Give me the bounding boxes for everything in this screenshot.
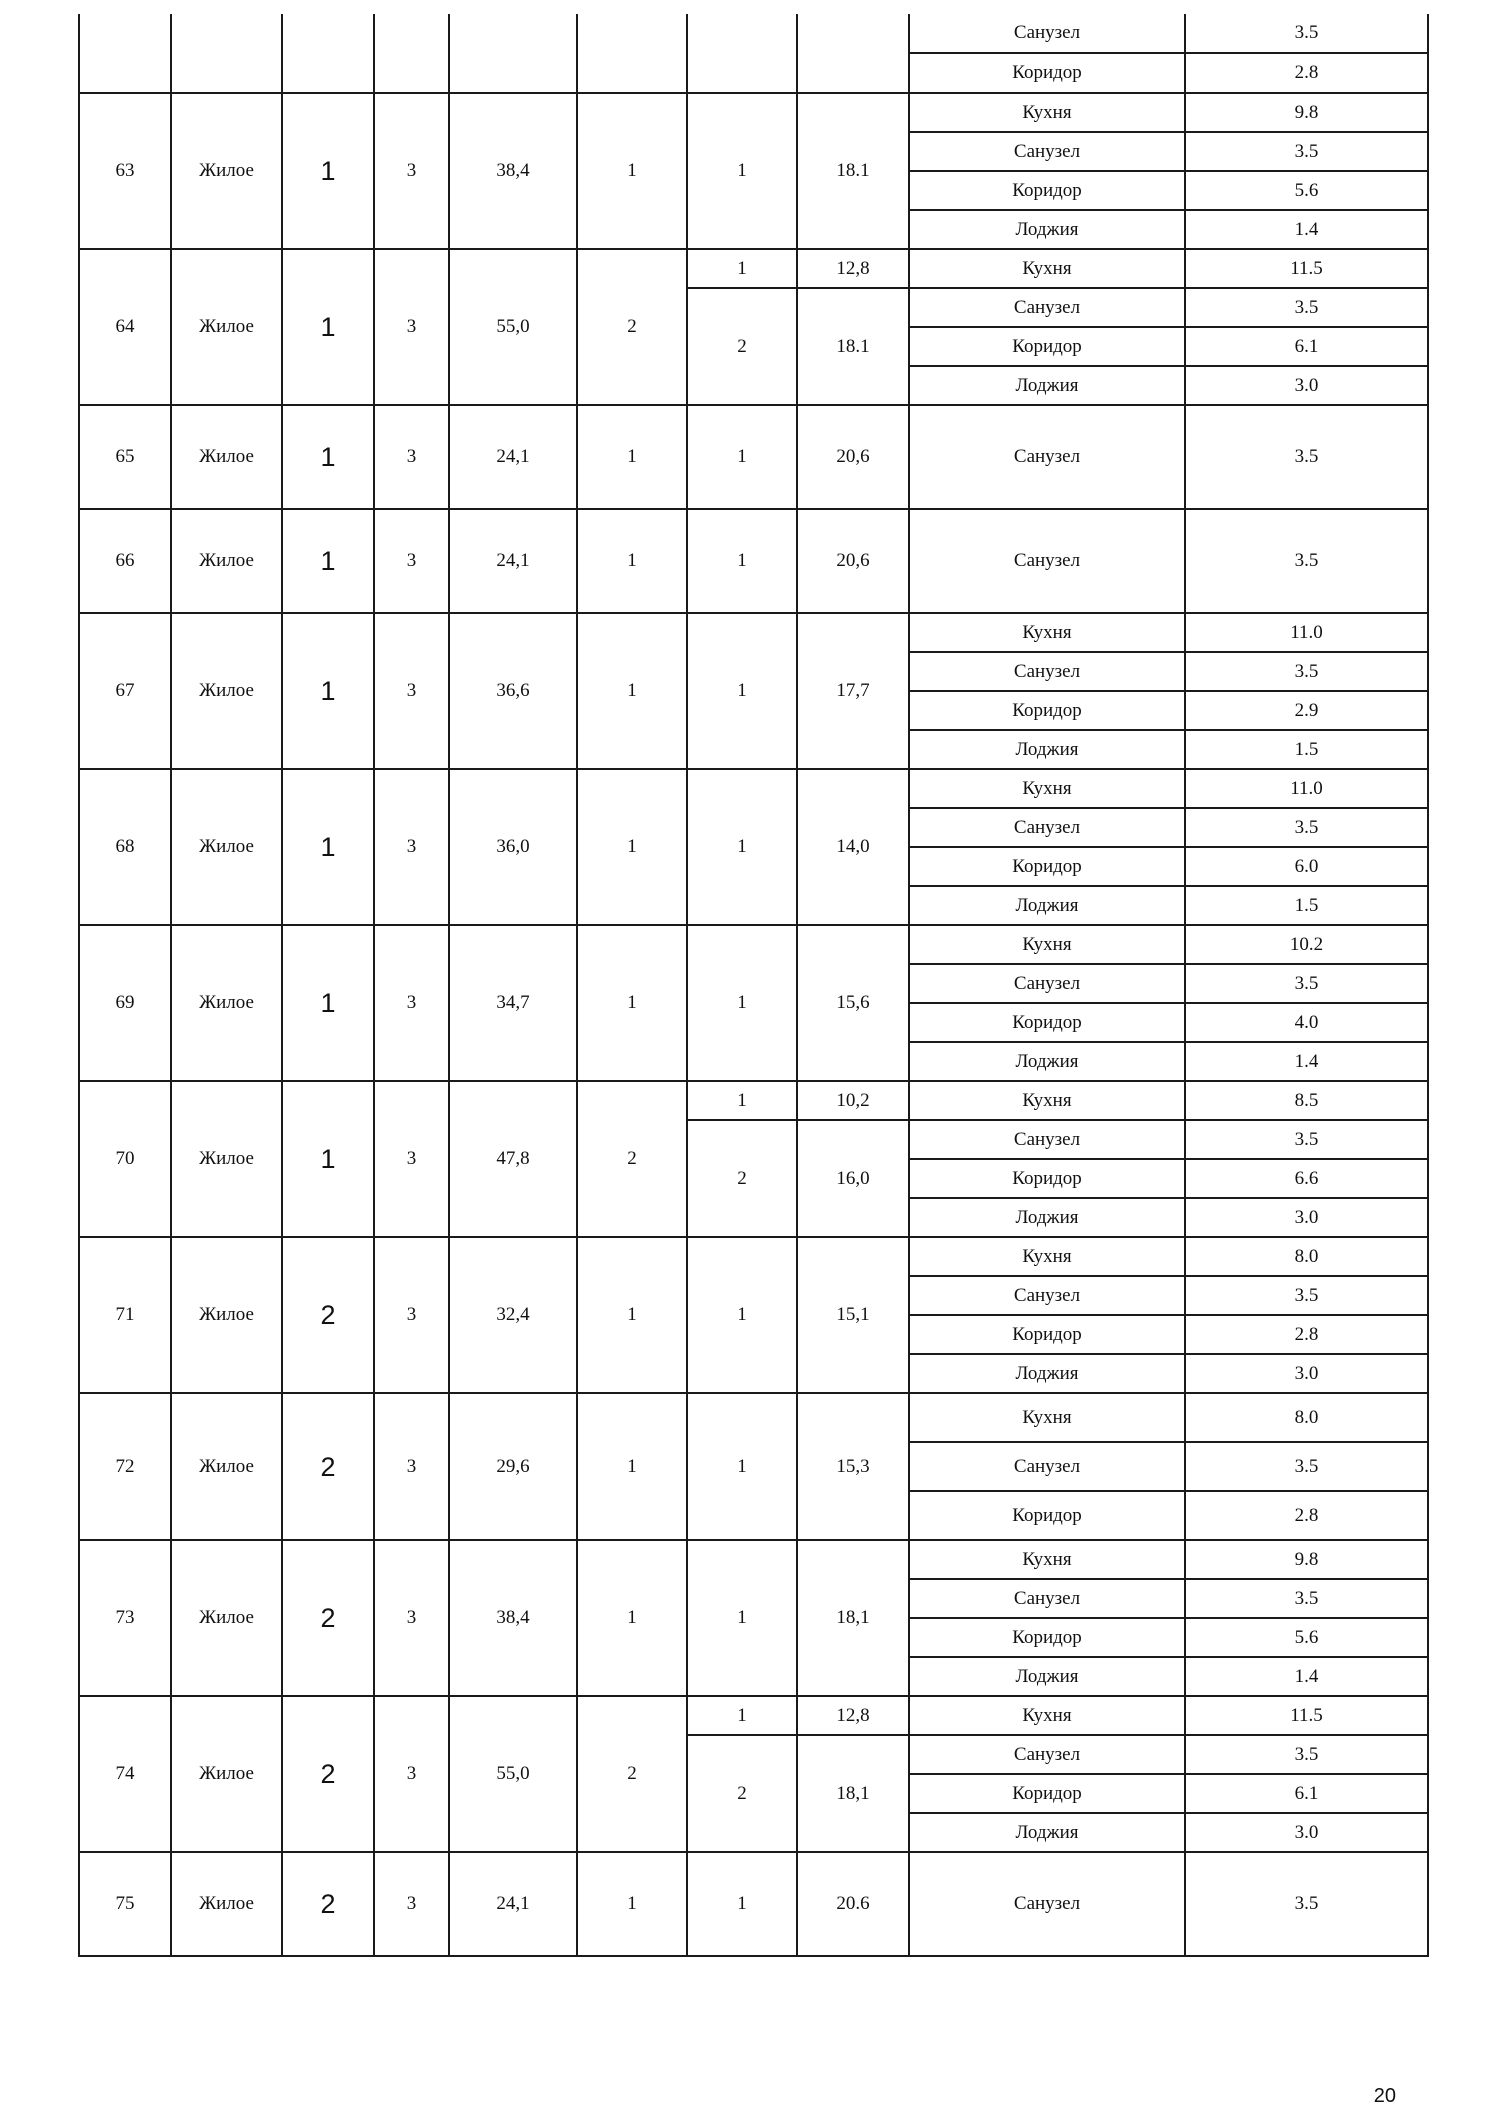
room-area: 11.5 — [1185, 1696, 1428, 1735]
room-name: Кухня — [909, 1696, 1185, 1735]
empty-cell — [79, 14, 171, 93]
room-name: Санузел — [909, 405, 1185, 509]
room-name: Лоджия — [909, 730, 1185, 769]
apartment-number: 64 — [79, 249, 171, 405]
empty-cell — [449, 14, 577, 93]
room-area: 2.8 — [1185, 1315, 1428, 1354]
entrance-number: 1 — [282, 613, 374, 769]
entrance-number: 1 — [282, 509, 374, 613]
room-name: Лоджия — [909, 1657, 1185, 1696]
room-name: Коридор — [909, 1618, 1185, 1657]
empty-cell — [687, 14, 797, 93]
room-area: 4.0 — [1185, 1003, 1428, 1042]
table-row — [79, 93, 1428, 132]
room-name: Санузел — [909, 1852, 1185, 1956]
total-area: 34,7 — [449, 925, 577, 1081]
total-area: 55,0 — [449, 249, 577, 405]
room-name: Коридор — [909, 53, 1185, 93]
room-area: 1.4 — [1185, 1657, 1428, 1696]
table-row — [79, 769, 1428, 808]
table-row — [79, 925, 1428, 964]
living-room-number: 1 — [687, 769, 797, 925]
room-area: 2.8 — [1185, 1491, 1428, 1540]
apartment-number: 75 — [79, 1852, 171, 1956]
room-area: 5.6 — [1185, 1618, 1428, 1657]
room-area: 6.6 — [1185, 1159, 1428, 1198]
room-area: 11.0 — [1185, 613, 1428, 652]
apartment-number: 70 — [79, 1081, 171, 1237]
living-room-number: 2 — [687, 1735, 797, 1852]
entrance-number: 1 — [282, 769, 374, 925]
room-area: 3.5 — [1185, 1579, 1428, 1618]
living-room-area: 20,6 — [797, 509, 909, 613]
room-name: Лоджия — [909, 1198, 1185, 1237]
rooms-count: 1 — [577, 509, 687, 613]
apartment-number: 71 — [79, 1237, 171, 1393]
total-area: 36,0 — [449, 769, 577, 925]
apartment-type: Жилое — [171, 1696, 282, 1852]
table-row — [79, 613, 1428, 652]
apartment-type: Жилое — [171, 405, 282, 509]
living-room-area: 12,8 — [797, 1696, 909, 1735]
living-room-number: 1 — [687, 1081, 797, 1120]
living-room-number: 1 — [687, 249, 797, 288]
room-area: 8.5 — [1185, 1081, 1428, 1120]
living-room-area: 14,0 — [797, 769, 909, 925]
floor-number: 3 — [374, 613, 449, 769]
table-row — [79, 1540, 1428, 1579]
room-name: Лоджия — [909, 1813, 1185, 1852]
living-room-number: 1 — [687, 1393, 797, 1540]
apartment-type: Жилое — [171, 1540, 282, 1696]
empty-cell — [577, 14, 687, 93]
living-room-number: 1 — [687, 1237, 797, 1393]
room-name: Коридор — [909, 1003, 1185, 1042]
total-area: 38,4 — [449, 93, 577, 249]
living-room-number: 1 — [687, 1540, 797, 1696]
room-name: Кухня — [909, 769, 1185, 808]
room-name: Кухня — [909, 249, 1185, 288]
living-room-number: 1 — [687, 613, 797, 769]
room-name: Коридор — [909, 327, 1185, 366]
floor-number: 3 — [374, 93, 449, 249]
rooms-count: 1 — [577, 1393, 687, 1540]
room-name: Лоджия — [909, 1354, 1185, 1393]
living-room-number: 1 — [687, 509, 797, 613]
room-name: Санузел — [909, 1442, 1185, 1491]
room-area: 11.5 — [1185, 249, 1428, 288]
apartment-number: 73 — [79, 1540, 171, 1696]
rooms-count: 1 — [577, 613, 687, 769]
empty-cell — [374, 14, 449, 93]
room-area: 5.6 — [1185, 171, 1428, 210]
table-row — [79, 1393, 1428, 1442]
room-name: Кухня — [909, 1393, 1185, 1442]
room-area: 3.5 — [1185, 288, 1428, 327]
empty-cell — [171, 14, 282, 93]
room-area: 3.5 — [1185, 509, 1428, 613]
living-room-area: 17,7 — [797, 613, 909, 769]
room-name: Коридор — [909, 1491, 1185, 1540]
rooms-count: 1 — [577, 925, 687, 1081]
living-room-area: 15,1 — [797, 1237, 909, 1393]
empty-cell — [797, 14, 909, 93]
apartment-type: Жилое — [171, 249, 282, 405]
room-name: Кухня — [909, 93, 1185, 132]
room-name: Кухня — [909, 1081, 1185, 1120]
apartment-type: Жилое — [171, 1081, 282, 1237]
room-area: 3.5 — [1185, 1852, 1428, 1956]
living-room-area: 16,0 — [797, 1120, 909, 1237]
rooms-count: 1 — [577, 1237, 687, 1393]
total-area: 24,1 — [449, 1852, 577, 1956]
entrance-number: 2 — [282, 1852, 374, 1956]
room-name: Санузел — [909, 1276, 1185, 1315]
room-area: 6.1 — [1185, 327, 1428, 366]
room-area: 8.0 — [1185, 1237, 1428, 1276]
floor-number: 3 — [374, 925, 449, 1081]
room-area: 2.9 — [1185, 691, 1428, 730]
total-area: 32,4 — [449, 1237, 577, 1393]
rooms-count: 1 — [577, 93, 687, 249]
table-row — [79, 405, 1428, 509]
floor-number: 3 — [374, 1696, 449, 1852]
apartment-type: Жилое — [171, 1852, 282, 1956]
room-area: 11.0 — [1185, 769, 1428, 808]
total-area: 29,6 — [449, 1393, 577, 1540]
room-area: 1.4 — [1185, 210, 1428, 249]
floor-number: 3 — [374, 249, 449, 405]
room-area: 6.1 — [1185, 1774, 1428, 1813]
living-room-area: 20.6 — [797, 1852, 909, 1956]
room-name: Кухня — [909, 613, 1185, 652]
room-area: 3.5 — [1185, 1276, 1428, 1315]
room-name: Лоджия — [909, 210, 1185, 249]
apartment-type: Жилое — [171, 613, 282, 769]
room-area: 6.0 — [1185, 847, 1428, 886]
page-number: 20 — [1373, 2085, 1396, 2107]
room-area: 3.5 — [1185, 14, 1428, 53]
apartment-number: 63 — [79, 93, 171, 249]
room-name: Коридор — [909, 1315, 1185, 1354]
apartment-type: Жилое — [171, 1393, 282, 1540]
apartment-number: 66 — [79, 509, 171, 613]
apartment-type: Жилое — [171, 509, 282, 613]
living-room-area: 15,3 — [797, 1393, 909, 1540]
room-area: 3.0 — [1185, 1354, 1428, 1393]
room-area: 3.5 — [1185, 1735, 1428, 1774]
room-name: Коридор — [909, 171, 1185, 210]
room-area: 3.5 — [1185, 1120, 1428, 1159]
table-row — [79, 14, 1428, 53]
apartment-type: Жилое — [171, 1237, 282, 1393]
room-area: 8.0 — [1185, 1393, 1428, 1442]
apartment-number: 74 — [79, 1696, 171, 1852]
room-area: 3.5 — [1185, 964, 1428, 1003]
room-name: Кухня — [909, 925, 1185, 964]
room-name: Лоджия — [909, 366, 1185, 405]
living-room-area: 18,1 — [797, 1540, 909, 1696]
table-row — [79, 1081, 1428, 1120]
floor-number: 3 — [374, 405, 449, 509]
room-name: Коридор — [909, 1774, 1185, 1813]
room-name: Санузел — [909, 652, 1185, 691]
empty-cell — [282, 14, 374, 93]
total-area: 55,0 — [449, 1696, 577, 1852]
room-name: Санузел — [909, 808, 1185, 847]
room-name: Санузел — [909, 1579, 1185, 1618]
living-room-area: 10,2 — [797, 1081, 909, 1120]
table-row — [79, 1696, 1428, 1735]
living-room-number: 2 — [687, 1120, 797, 1237]
living-room-area: 12,8 — [797, 249, 909, 288]
entrance-number: 2 — [282, 1393, 374, 1540]
table-row — [79, 1237, 1428, 1276]
floor-number: 3 — [374, 1081, 449, 1237]
apartment-number: 65 — [79, 405, 171, 509]
apartment-type: Жилое — [171, 925, 282, 1081]
living-room-area: 18,1 — [797, 1735, 909, 1852]
rooms-count: 2 — [577, 1081, 687, 1237]
room-name: Коридор — [909, 691, 1185, 730]
room-area: 3.0 — [1185, 366, 1428, 405]
rooms-count: 1 — [577, 769, 687, 925]
apartment-type: Жилое — [171, 769, 282, 925]
table-body — [79, 14, 1428, 1956]
living-room-area: 18.1 — [797, 93, 909, 249]
room-name: Кухня — [909, 1540, 1185, 1579]
room-area: 9.8 — [1185, 93, 1428, 132]
total-area: 38,4 — [449, 1540, 577, 1696]
floor-number: 3 — [374, 1852, 449, 1956]
room-area: 10.2 — [1185, 925, 1428, 964]
entrance-number: 2 — [282, 1237, 374, 1393]
room-area: 3.5 — [1185, 652, 1428, 691]
room-area: 1.5 — [1185, 730, 1428, 769]
entrance-number: 2 — [282, 1540, 374, 1696]
room-name: Санузел — [909, 1120, 1185, 1159]
room-area: 3.5 — [1185, 132, 1428, 171]
rooms-count: 2 — [577, 1696, 687, 1852]
total-area: 24,1 — [449, 509, 577, 613]
room-area: 1.4 — [1185, 1042, 1428, 1081]
living-room-number: 1 — [687, 405, 797, 509]
apartment-number: 67 — [79, 613, 171, 769]
room-name: Лоджия — [909, 1042, 1185, 1081]
apartment-number: 72 — [79, 1393, 171, 1540]
room-name: Кухня — [909, 1237, 1185, 1276]
apartment-type: Жилое — [171, 93, 282, 249]
room-area: 3.5 — [1185, 1442, 1428, 1491]
table-row — [79, 509, 1428, 613]
room-name: Санузел — [909, 964, 1185, 1003]
living-room-area: 20,6 — [797, 405, 909, 509]
floor-number: 3 — [374, 509, 449, 613]
rooms-count: 2 — [577, 249, 687, 405]
room-area: 3.0 — [1185, 1198, 1428, 1237]
entrance-number: 1 — [282, 405, 374, 509]
total-area: 47,8 — [449, 1081, 577, 1237]
room-name: Санузел — [909, 14, 1185, 53]
apartments-table — [78, 14, 1429, 1957]
room-area: 2.8 — [1185, 53, 1428, 93]
room-area: 1.5 — [1185, 886, 1428, 925]
room-name: Санузел — [909, 1735, 1185, 1774]
table-row — [79, 249, 1428, 288]
room-name: Санузел — [909, 132, 1185, 171]
room-name: Коридор — [909, 1159, 1185, 1198]
room-name: Санузел — [909, 288, 1185, 327]
entrance-number: 1 — [282, 249, 374, 405]
apartment-number: 69 — [79, 925, 171, 1081]
room-name: Лоджия — [909, 886, 1185, 925]
floor-number: 3 — [374, 1393, 449, 1540]
living-room-area: 18.1 — [797, 288, 909, 405]
rooms-count: 1 — [577, 405, 687, 509]
rooms-count: 1 — [577, 1852, 687, 1956]
living-room-number: 1 — [687, 1696, 797, 1735]
room-area: 3.5 — [1185, 405, 1428, 509]
living-room-number: 1 — [687, 925, 797, 1081]
living-room-area: 15,6 — [797, 925, 909, 1081]
floor-number: 3 — [374, 1540, 449, 1696]
room-area: 9.8 — [1185, 1540, 1428, 1579]
living-room-number: 1 — [687, 1852, 797, 1956]
floor-number: 3 — [374, 1237, 449, 1393]
total-area: 36,6 — [449, 613, 577, 769]
entrance-number: 2 — [282, 1696, 374, 1852]
room-name: Санузел — [909, 509, 1185, 613]
total-area: 24,1 — [449, 405, 577, 509]
room-name: Коридор — [909, 847, 1185, 886]
room-area: 3.5 — [1185, 808, 1428, 847]
entrance-number: 1 — [282, 1081, 374, 1237]
living-room-number: 2 — [687, 288, 797, 405]
entrance-number: 1 — [282, 93, 374, 249]
living-room-number: 1 — [687, 93, 797, 249]
room-area: 3.0 — [1185, 1813, 1428, 1852]
table-row — [79, 1852, 1428, 1956]
floor-number: 3 — [374, 769, 449, 925]
entrance-number: 1 — [282, 925, 374, 1081]
rooms-count: 1 — [577, 1540, 687, 1696]
apartment-number: 68 — [79, 769, 171, 925]
